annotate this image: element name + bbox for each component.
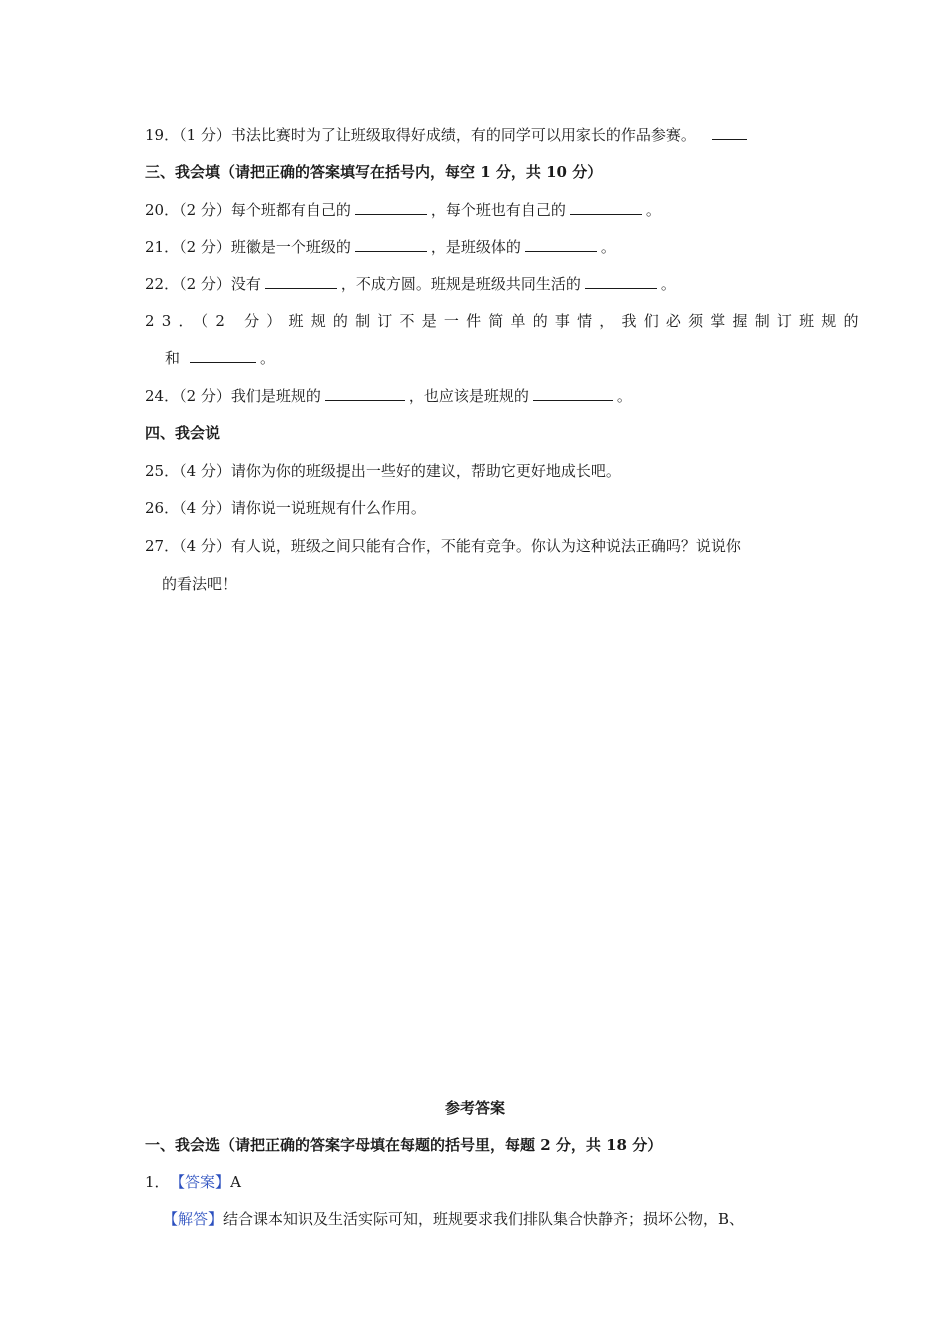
answer-blank [265,274,337,289]
answer-blank [585,274,657,289]
answer-blank [712,125,747,140]
question-22: 22．（2 分）没有 ，不成方圆。班规是班级共同生活的 。 [145,275,676,293]
answer-tag: 【答案】 [177,1173,231,1191]
answer-1-analysis: 【解答】结合课本知识及生活实际可知，班规要求我们排队集合快静齐；损坏公物，B、 [163,1210,745,1228]
answer-title: 参考答案 [444,1099,505,1117]
analysis-tag: 【解答】 [163,1210,224,1228]
question-25: 25．（4 分）请你为你的班级提出一些好的建议，帮助它更好地成长吧。 [145,462,621,480]
question-20: 20．（2 分）每个班都有自己的 ，每个班也有自己的 。 [145,201,661,219]
answer-value: A [230,1173,241,1191]
answer-1: 1． 【答案】A [145,1173,241,1191]
answer-blank [190,348,256,363]
question-27: 27．（4 分）有人说，班级之间只能有合作，不能有竞争。你认为这种说法正确吗？说说你 [145,537,741,555]
answer-section-1-heading: 一、我会选（请把正确的答案字母填在每题的括号里，每题 2 分，共 18 分） [145,1136,663,1154]
question-19: 19．（1 分）书法比赛时为了让班级取得好成绩，有的同学可以用家长的作品参赛。 [145,125,751,145]
question-23-cont: 和 。 [165,349,276,367]
answer-blank [355,237,427,252]
answer-blank [355,200,427,215]
section-3-heading: 三、我会填（请把正确的答案填写在括号内，每空 1 分，共 10 分） [145,163,603,181]
answer-blank [325,386,405,401]
question-24: 24．（2 分）我们是班规的 ，也应该是班规的 。 [145,387,632,405]
section-4-heading: 四、我会说 [145,424,221,442]
question-27-cont: 的看法吧！ [162,575,238,593]
question-26: 26．（4 分）请你说一说班规有什么作用。 [145,499,426,517]
answer-blank [525,237,597,252]
answer-blank [570,200,642,215]
question-21: 21．（2 分）班徽是一个班级的 ，是班级体的 。 [145,238,616,256]
answer-blank [533,386,613,401]
question-23: 23．（2 分）班规的制订不是一件简单的事情，我们必须掌握制订班规的 [145,312,866,330]
